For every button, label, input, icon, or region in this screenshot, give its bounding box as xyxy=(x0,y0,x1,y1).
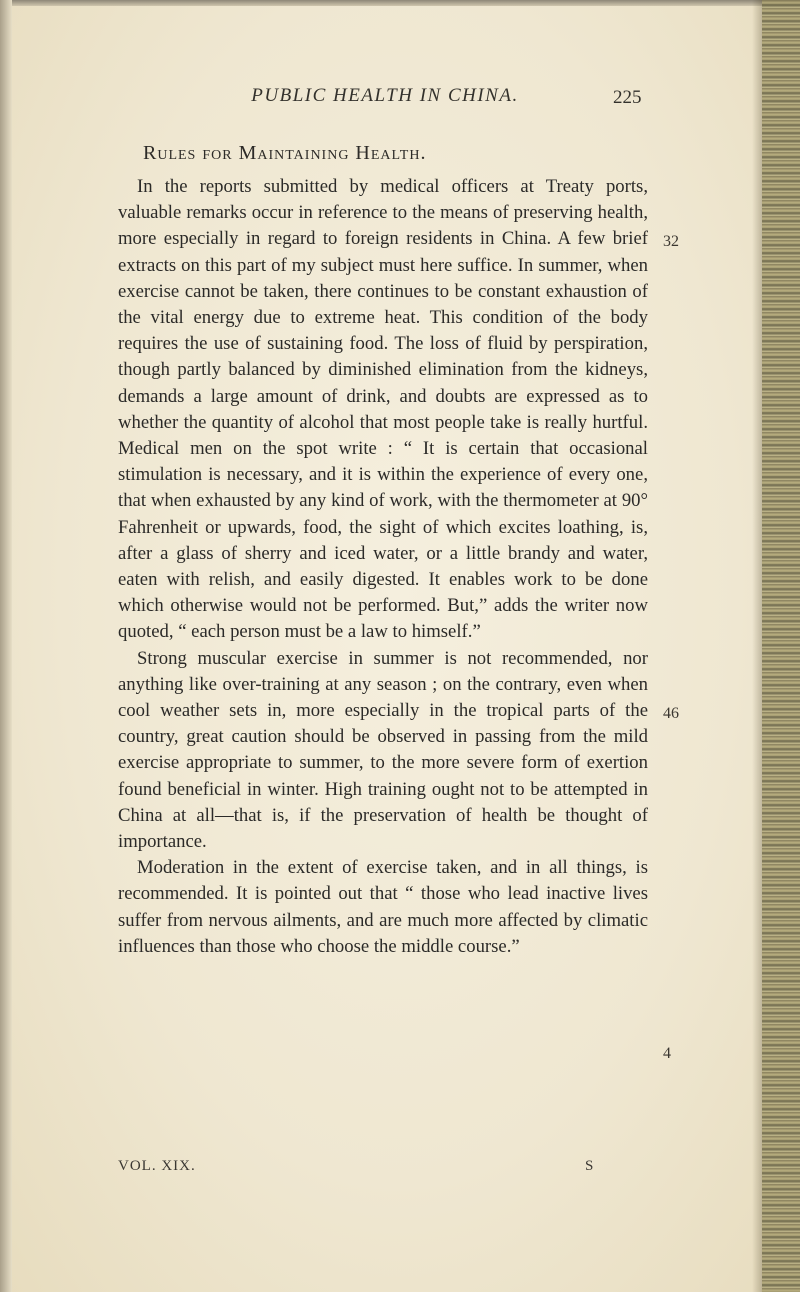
paragraph: Moderation in the extent of exercise taken, and in all things, is recommended. It is pointed out that “ those who lead inactive lives suffer from nervous ailments, and are much more affected by climatic influences than those who choose the middle course.” xyxy=(118,857,648,957)
margin-number: 32 xyxy=(663,233,679,250)
volume-label: VOL. XIX. xyxy=(118,1158,196,1174)
page-stack-edge xyxy=(762,0,800,1292)
paragraph: Strong muscular exercise in summer is not recommended, nor anything like over-training at any season ; on the contrary, even when cool weather sets in, more especially in the tropical parts of the country, great caution should be observed in passing from the mild exercise appropriate to summer, to the more severe form of exertion found beneficial in winter. High training ought not to be attempted in China at all—that is, if the preservation of health be thought of importance. xyxy=(118,647,648,853)
margin-number: 46 xyxy=(663,705,679,722)
paragraph: In the reports submitted by medical officers at Treaty ports, valuable remarks occur in reference to the means of preserving health, more especially in regard to foreign residents in China. A few brief extracts on this part of my subject must here suffice. In summer, when exercise cannot be taken, there continues to be constant exhaustion of the vital energy due to extreme heat. This condition of the body requires the use of sustaining food. The loss of fluid by perspiration, though partly balanced by diminished elimination from the kidneys, demands a large amount of drink, and doubts are expressed as to whether the quantity of alcohol that most people take is really hurtful. Medical men on the spot write : “ It is certain that occasional stimulation is necessary, and it is within the experience of every one, that when exhausted by any kind of work, with the thermometer at 90° Fahrenheit or upwards, food, the sight of which excites loathing, is, after a glass of sherry and iced water, or a little brandy and water, eaten with relish, and easily digested. It enables work to be done which otherwise would not be performed. But,” adds the writer now quoted, “ each person must be a law to himself.” xyxy=(118,176,648,643)
left-page-edge xyxy=(0,0,12,1292)
section-title: Rules for Maintaining Health. xyxy=(143,142,427,164)
gutter-shadow xyxy=(752,0,762,1292)
page-number: 225 xyxy=(613,87,642,108)
signature-mark: S xyxy=(585,1158,594,1174)
running-head: PUBLIC HEALTH IN CHINA. xyxy=(251,85,519,106)
top-edge-rule xyxy=(0,0,800,6)
body-text xyxy=(118,174,648,960)
margin-number: 4 xyxy=(663,1045,671,1062)
